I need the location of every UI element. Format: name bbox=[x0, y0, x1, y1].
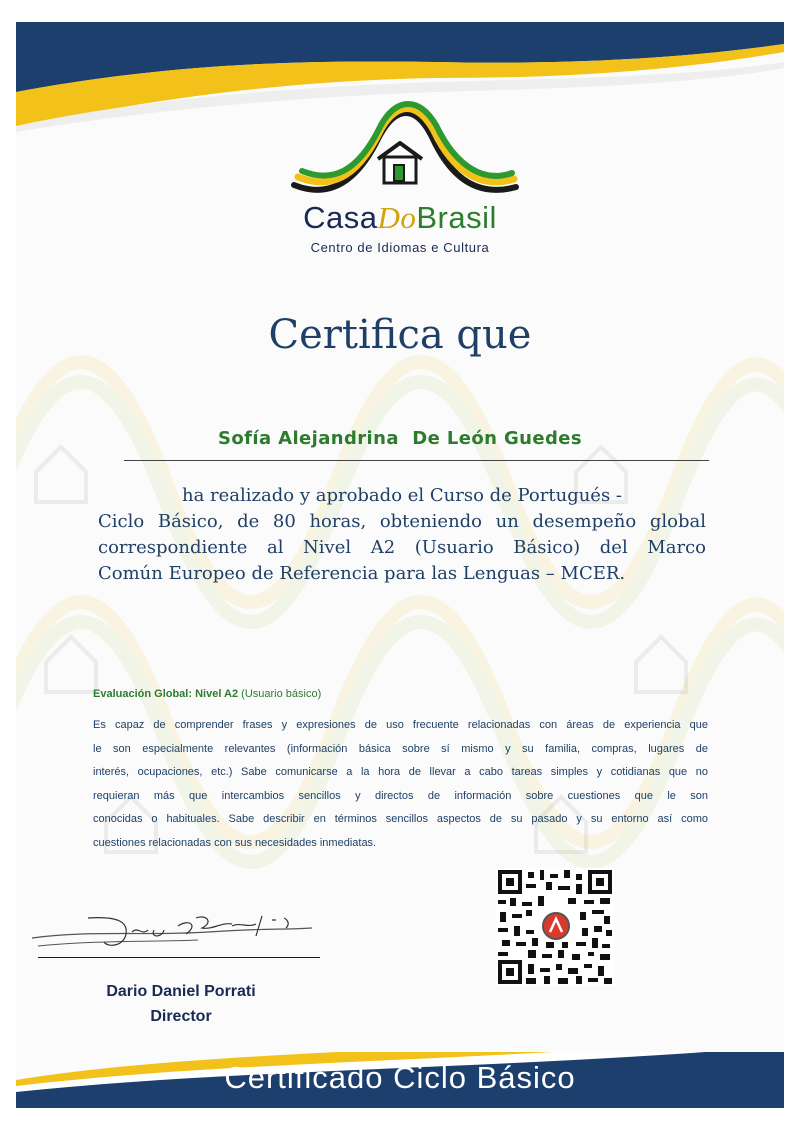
body-line: Común Europeo de Referencia para las Lenguas – MCER. bbox=[98, 563, 626, 584]
evaluation-line: requieran más que intercambios sencillos y directos de información sobre cuestiones que le son bbox=[93, 789, 708, 802]
signature-line bbox=[38, 957, 320, 958]
recipient-underline bbox=[124, 460, 709, 461]
evaluation-line: cuestiones relacionadas con sus necesidades inmediatas. bbox=[93, 836, 377, 849]
evaluation-level-suffix: (Usuario básico) bbox=[238, 688, 322, 700]
certificate-sheet bbox=[16, 22, 784, 1108]
evaluation-line: le son especialmente relevantes (información básica sobre sí mismo y su familia, compras, lugares de bbox=[93, 742, 708, 755]
evaluation-level: Evaluación Global: Nivel A2 bbox=[93, 688, 239, 700]
certificate-body bbox=[98, 483, 706, 587]
brand-wordmark bbox=[16, 200, 784, 236]
evaluation-line: conocidas o habituales. Sabe describir en términos sencillos aspectos de su pasado y su entorno así como bbox=[93, 813, 708, 825]
signatory-role: Director bbox=[150, 1008, 212, 1025]
brand-part-casa: Casa bbox=[303, 200, 378, 235]
body-line: Ciclo Básico, de 80 horas, obteniendo un desempeño global bbox=[98, 511, 706, 532]
evaluation-description bbox=[93, 714, 708, 855]
brand-tagline: Centro de Idiomas e Cultura bbox=[310, 240, 490, 255]
evaluation-line: Es capaz de comprender frases y expresiones de uso frecuente relacionadas con áreas de experiencia que bbox=[93, 719, 708, 731]
brand-part-do: Do bbox=[377, 200, 417, 235]
body-line: ha realizado y aprobado el Curso de Portugués - bbox=[181, 485, 622, 506]
evaluation-label bbox=[93, 688, 321, 700]
body-line: correspondiente al Nivel A2 (Usuario Básico) del Marco bbox=[98, 537, 706, 558]
certificate-title: Certifica que bbox=[268, 312, 532, 358]
signatory-name: Dario Daniel Porrati bbox=[106, 983, 256, 1000]
footer-title: Certificado Ciclo Básico bbox=[224, 1060, 576, 1095]
evaluation-line: interés, ocupaciones, etc.) Sabe comunicarse a la hora de llevar a cabo tareas simples y cotidianas que no bbox=[93, 766, 708, 778]
qr-code bbox=[496, 868, 614, 986]
handwritten-signature bbox=[28, 912, 318, 960]
recipient-name: Sofía Alejandrina De León Guedes bbox=[218, 428, 582, 449]
brand-part-brasil: Brasil bbox=[416, 200, 497, 235]
